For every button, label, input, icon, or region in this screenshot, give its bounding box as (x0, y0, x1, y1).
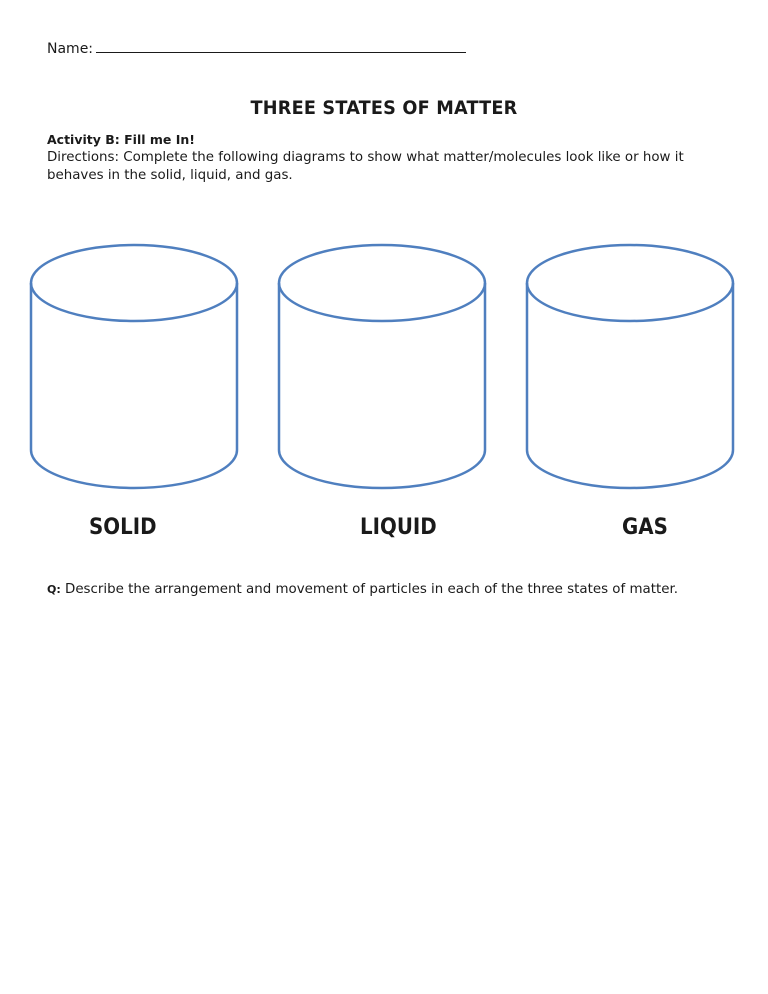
name-row (47, 38, 466, 57)
cylinder-liquid[interactable] (279, 245, 485, 488)
question-text: Describe the arrangement and movement of particles in each of the three states of matter. (60, 582, 678, 597)
question (47, 580, 737, 599)
cylinder-gas[interactable] (527, 245, 733, 488)
states-diagram (0, 230, 768, 500)
question-prefix: Q: (47, 583, 61, 596)
label-liquid: LIQUID (360, 515, 437, 540)
page-title: THREE STATES OF MATTER (250, 97, 518, 119)
name-label: Name: (47, 41, 94, 57)
label-solid: SOLID (89, 515, 157, 540)
activity-heading: Activity B: Fill me In! (47, 132, 195, 147)
label-gas: GAS (622, 515, 668, 540)
cylinder-solid[interactable] (31, 245, 237, 488)
name-input-line[interactable] (96, 38, 466, 53)
directions-text: Directions: Complete the following diagrams to show what matter/molecules look like or how it behaves in the solid, liquid, and gas. (47, 150, 684, 183)
